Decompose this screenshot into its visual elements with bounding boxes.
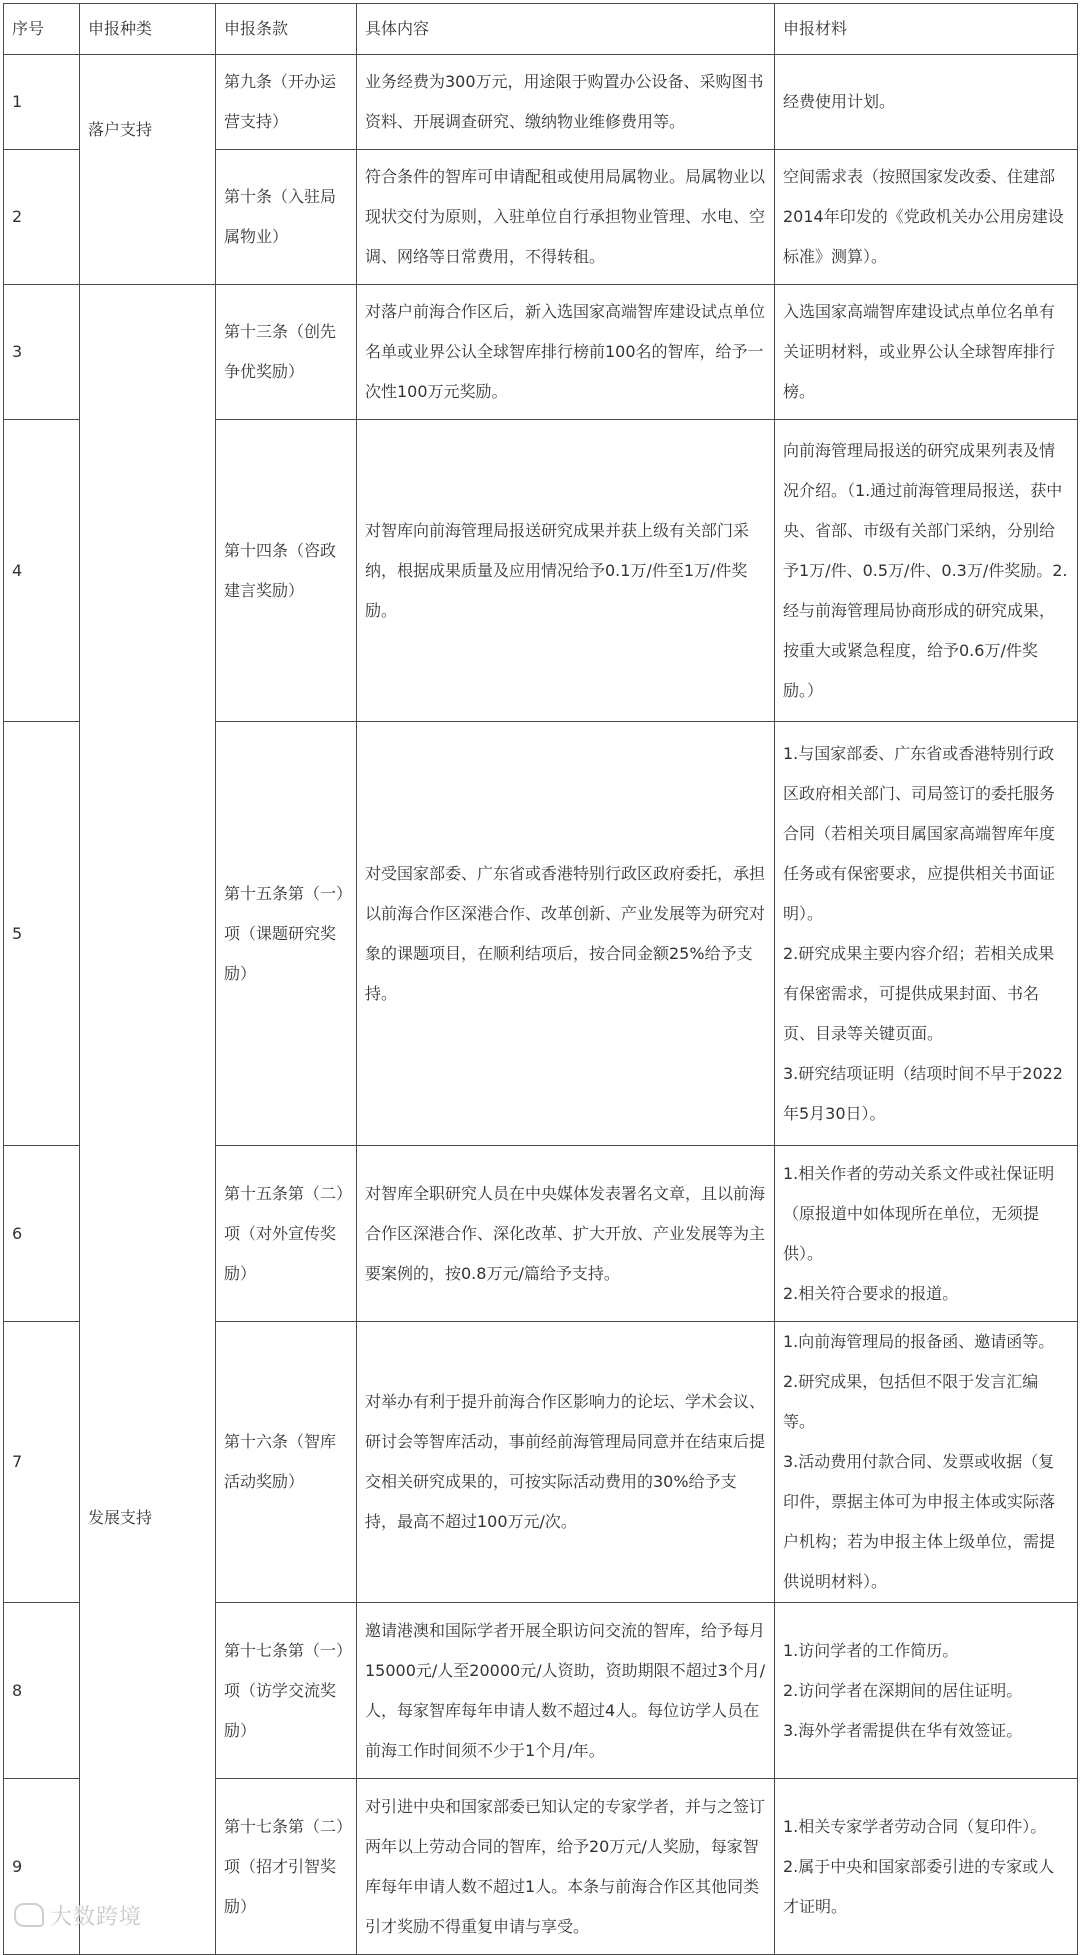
materials-cell: 入选国家高端智库建设试点单位名单有关证明材料，或业界公认全球智库排行榜。 bbox=[775, 285, 1078, 420]
clause-cell: 第十六条（智库活动奖励） bbox=[216, 1322, 357, 1603]
table-header-row bbox=[4, 4, 1078, 55]
row-index: 4 bbox=[4, 420, 80, 722]
table-row bbox=[4, 55, 1078, 150]
row-index: 3 bbox=[4, 285, 80, 420]
content-cell: 业务经费为300万元，用途限于购置办公设备、采购图书资料、开展调查研究、缴纳物业维修费用等。 bbox=[357, 55, 775, 150]
category-label: 落户支持 bbox=[88, 119, 153, 139]
header-clause: 申报条款 bbox=[216, 4, 357, 55]
material-item: 3.活动费用付款合同、发票或收据（复印件，票据主体可为申报主体或实际落户机构；若为申报主体上级单位，需提供说明材料）。 bbox=[783, 1452, 1056, 1591]
row-index: 8 bbox=[4, 1603, 80, 1779]
material-item: 2.属于中央和国家部委引进的专家或人才证明。 bbox=[783, 1856, 1055, 1916]
category-label: 发展支持 bbox=[88, 1507, 153, 1527]
clause-cell: 第十七条第（一）项（访学交流奖励） bbox=[216, 1603, 357, 1779]
material-item: 3.海外学者需提供在华有效签证。 bbox=[783, 1720, 1023, 1740]
content-cell: 对落户前海合作区后，新入选国家高端智库建设试点单位名单或业界公认全球智库排行榜前100名的智库，给予一次性100万元奖励。 bbox=[357, 285, 775, 420]
policy-table bbox=[3, 3, 1078, 1955]
materials-cell bbox=[775, 1779, 1078, 1955]
material-item: 1.与国家部委、广东省或香港特别行政区政府相关部门、司局签订的委托服务合同（若相关项目属国家高端智库年度任务或有保密要求，应提供相关书面证明）。 bbox=[783, 743, 1056, 923]
watermark-logo-icon bbox=[14, 1903, 44, 1927]
category-cell bbox=[80, 55, 216, 285]
material-item: 2.研究成果，包括但不限于发言汇编等。 bbox=[783, 1372, 1039, 1431]
materials-cell bbox=[775, 1603, 1078, 1779]
clause-cell: 第十五条第（二）项（对外宣传奖励） bbox=[216, 1146, 357, 1322]
material-item: 1.访问学者的工作简历。 bbox=[783, 1640, 959, 1660]
header-index: 序号 bbox=[4, 4, 80, 55]
content-cell: 对受国家部委、广东省或香港特别行政区政府委托，承担以前海合作区深港合作、改革创新、产业发展等为研究对象的课题项目，在顺利结项后，按合同金额25%给予支持。 bbox=[357, 722, 775, 1146]
category-cell bbox=[80, 285, 216, 1955]
clause-cell: 第十四条（咨政建言奖励） bbox=[216, 420, 357, 722]
header-content: 具体内容 bbox=[357, 4, 775, 55]
clause-cell: 第十条（入驻局属物业） bbox=[216, 150, 357, 285]
header-materials: 申报材料 bbox=[775, 4, 1078, 55]
header-category: 申报种类 bbox=[80, 4, 216, 55]
material-item: 1.相关专家学者劳动合同（复印件）。 bbox=[783, 1816, 1047, 1836]
clause-cell: 第十五条第（一）项（课题研究奖励） bbox=[216, 722, 357, 1146]
clause-cell: 第九条（开办运营支持） bbox=[216, 55, 357, 150]
material-item: 2.相关符合要求的报道。 bbox=[783, 1283, 959, 1303]
materials-cell: 空间需求表（按照国家发改委、住建部2014年印发的《党政机关办公用房建设标准》测算）。 bbox=[775, 150, 1078, 285]
material-item: 2.研究成果主要内容介绍；若相关成果有保密需求，可提供成果封面、书名页、目录等关键页面。 bbox=[783, 943, 1055, 1043]
materials-cell: 经费使用计划。 bbox=[775, 55, 1078, 150]
content-cell: 邀请港澳和国际学者开展全职访问交流的智库，给予每月15000元/人至20000元/人资助，资助期限不超过3个月/人，每家智库每年申请人数不超过4人。每位访学人员在前海工作时间须不少于1个月/年。 bbox=[357, 1603, 775, 1779]
material-item: 1.向前海管理局的报备函、邀请函等。 bbox=[783, 1332, 1055, 1351]
row-index: 5 bbox=[4, 722, 80, 1146]
material-item: 2.访问学者在深期间的居住证明。 bbox=[783, 1680, 1023, 1700]
materials-cell bbox=[775, 1146, 1078, 1322]
content-cell: 符合条件的智库可申请配租或使用局属物业。局属物业以现状交付为原则，入驻单位自行承担物业管理、水电、空调、网络等日常费用，不得转租。 bbox=[357, 150, 775, 285]
materials-cell bbox=[775, 722, 1078, 1146]
watermark-text: 大数跨境 bbox=[50, 1905, 143, 1930]
watermark bbox=[14, 1900, 142, 1931]
row-index: 1 bbox=[4, 55, 80, 150]
row-index: 2 bbox=[4, 150, 80, 285]
table-row bbox=[4, 285, 1078, 420]
content-cell: 对引进中央和国家部委已知认定的专家学者，并与之签订两年以上劳动合同的智库，给予20万元/人奖励，每家智库每年申请人数不超过1人。本条与前海合作区其他同类引才奖励不得重复申请与享受。 bbox=[357, 1779, 775, 1955]
material-item: 3.研究结项证明（结项时间不早于2022年5月30日）。 bbox=[783, 1063, 1063, 1123]
material-item: 1.相关作者的劳动关系文件或社保证明（原报道中如体现所在单位，无须提供）。 bbox=[783, 1163, 1055, 1263]
clause-cell: 第十三条（创先争优奖励） bbox=[216, 285, 357, 420]
content-cell: 对智库全职研究人员在中央媒体发表署名文章，且以前海合作区深港合作、深化改革、扩大开放、产业发展等为主要案例的，按0.8万元/篇给予支持。 bbox=[357, 1146, 775, 1322]
materials-cell: 向前海管理局报送的研究成果列表及情况介绍。（1.通过前海管理局报送，获中央、省部、市级有关部门采纳，分别给予1万/件、0.5万/件、0.3万/件奖励。2.经与前海管理局协商形成的研究成果，按重大或紧急程度，给予0.6万/件奖励。） bbox=[775, 420, 1078, 722]
clause-cell: 第十七条第（二）项（招才引智奖励） bbox=[216, 1779, 357, 1955]
content-cell: 对智库向前海管理局报送研究成果并获上级有关部门采纳，根据成果质量及应用情况给予0.1万/件至1万/件奖励。 bbox=[357, 420, 775, 722]
materials-cell bbox=[775, 1322, 1078, 1603]
row-index: 7 bbox=[4, 1322, 80, 1603]
row-index: 6 bbox=[4, 1146, 80, 1322]
content-cell: 对举办有利于提升前海合作区影响力的论坛、学术会议、研讨会等智库活动，事前经前海管理局同意并在结束后提交相关研究成果的，可按实际活动费用的30%给予支持，最高不超过100万元/次。 bbox=[357, 1322, 775, 1603]
row-index: 9 bbox=[4, 1779, 80, 1955]
